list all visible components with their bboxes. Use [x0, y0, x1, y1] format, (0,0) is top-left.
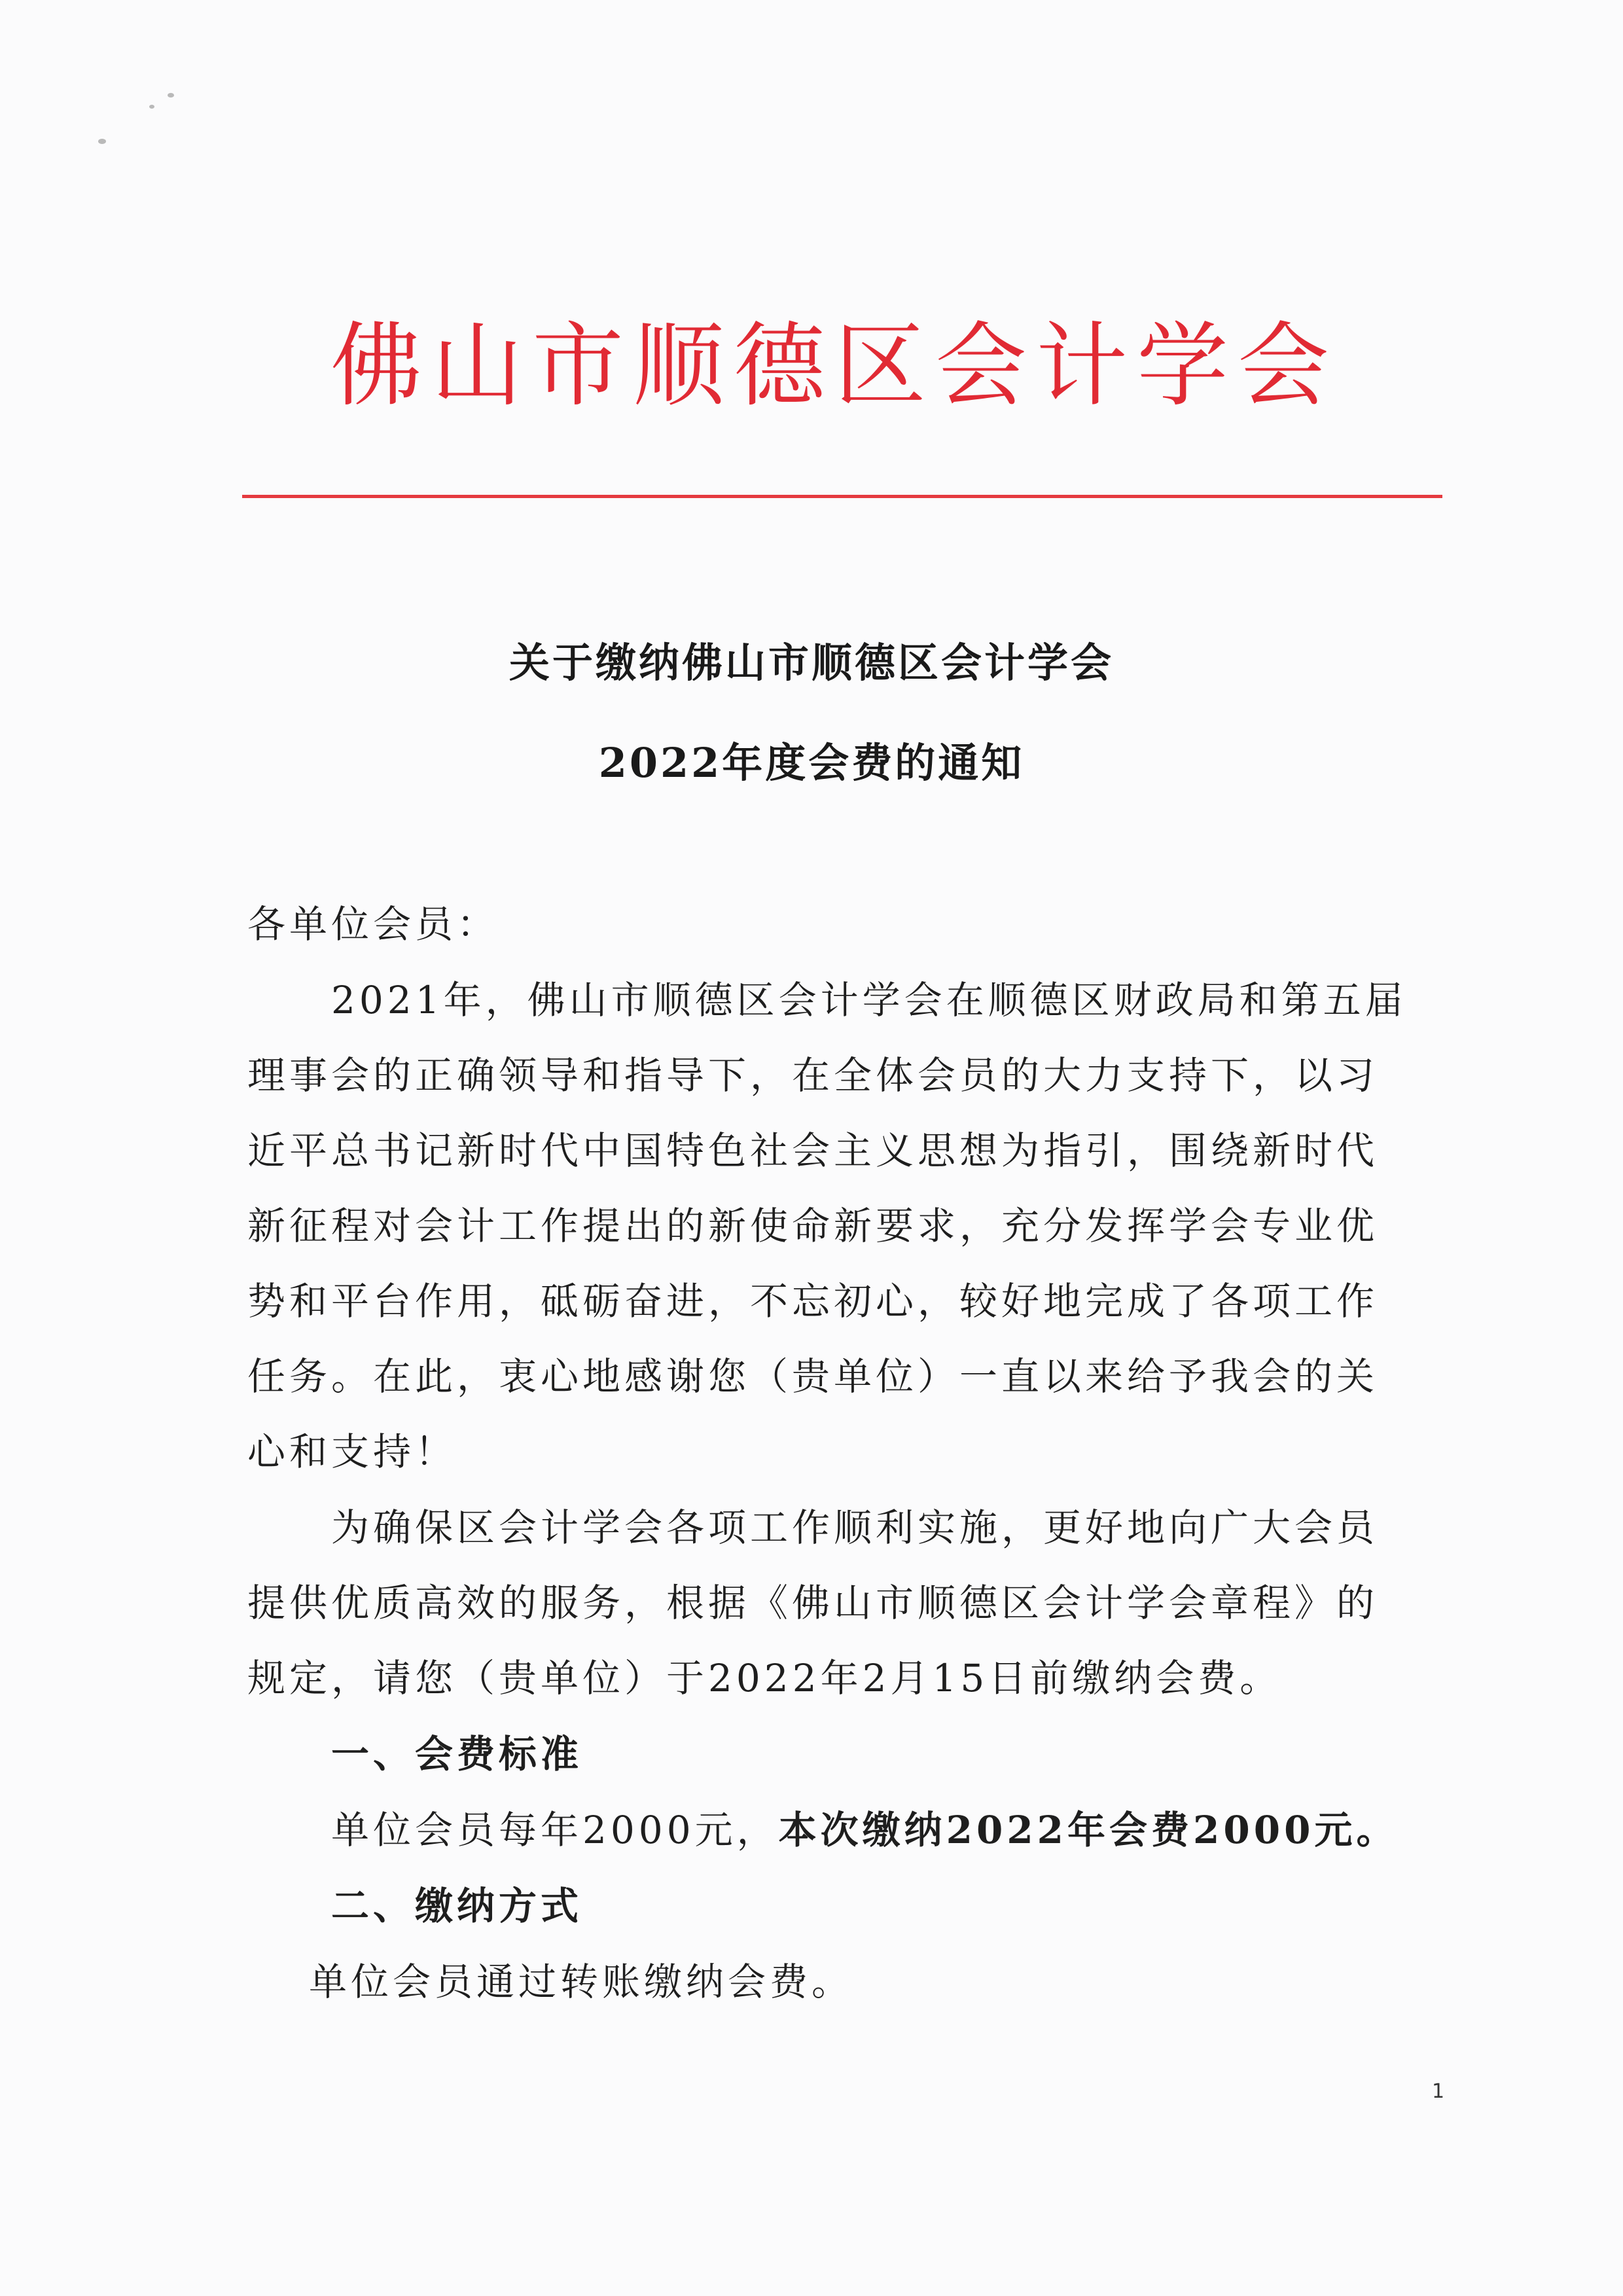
scan-speck: [168, 93, 174, 98]
fee-standard-text: [331, 1804, 1398, 1856]
body-line: 心和支持！: [247, 1429, 457, 1474]
notice-title-line-1: 关于缴纳佛山市顺德区会计学会: [508, 639, 1114, 687]
body-line: 任务。在此，衷心地感谢您（贵单位）一直以来给予我会的关: [247, 1354, 1379, 1399]
section-heading-fee-standard: 一、会费标准: [331, 1732, 583, 1776]
salutation: 各单位会员：: [247, 902, 499, 946]
section-heading-payment-method: 二、缴纳方式: [331, 1884, 583, 1928]
scan-speck: [98, 139, 106, 144]
body-line: 势和平台作用，砥砺奋进，不忘初心，较好地完成了各项工作: [247, 1279, 1379, 1323]
body-line: 规定，请您（贵单位）于2022年2月15日前缴纳会费。: [247, 1656, 1282, 1700]
scan-speck: [149, 105, 154, 109]
letterhead-org-name: 佛山市顺德区会计学会: [330, 313, 1338, 420]
body-line: 为确保区会计学会各项工作顺利实施，更好地向广大会员: [331, 1505, 1379, 1550]
body-line: 理事会的正确领导和指导下，在全体会员的大力支持下，以习: [247, 1053, 1379, 1098]
letterhead-red-divider: [242, 495, 1442, 498]
page-number: 1: [1432, 2080, 1445, 2103]
body-line: 提供优质高效的服务，根据《佛山市顺德区会计学会章程》的: [247, 1581, 1379, 1625]
payment-method-text: 单位会员通过转账缴纳会费。: [309, 1960, 854, 2004]
notice-title-line-2: 2022年度会费的通知: [598, 739, 1025, 787]
fee-standard-bold: 本次缴纳2022年会费2000元。: [778, 1808, 1399, 1852]
fee-standard-normal: 单位会员每年2000元，: [331, 1808, 779, 1852]
body-line: 2021年，佛山市顺德区会计学会在顺德区财政局和第五届: [331, 978, 1407, 1022]
body-line: 近平总书记新时代中国特色社会主义思想为指引，围绕新时代: [247, 1128, 1379, 1173]
body-line: 新征程对会计工作提出的新使命新要求，充分发挥学会专业优: [247, 1204, 1379, 1248]
